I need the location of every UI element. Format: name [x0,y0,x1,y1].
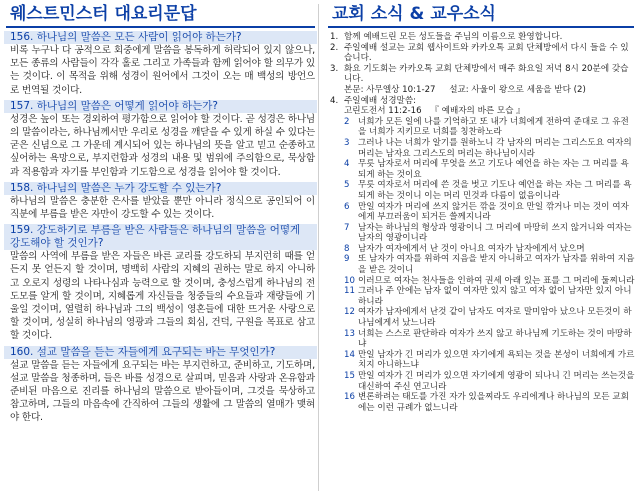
question-160: 160. 설교 말씀을 듣는 자들에게 요구되는 바는 무엇인가? [4,346,317,359]
verse-number: 10 [344,275,355,286]
verse-number: 3 [344,137,350,148]
verse-2 [344,117,636,138]
verse-text: 그러나 나는 너희가 알기를 원하노니 각 남자의 머리는 그리스도요 여자의 머리는 남자요 그리스도의 머리는 하나님이시라 [358,137,632,159]
news-item: 2. 주일예배 설교는 교회 웹사이트와 카카오톡 교회 단체방에서 다시 들을 수 있습니다. [330,42,629,64]
answer-158: 하나님의 말씀은 충분한 은사를 받았을 뿐만 아니라 정식으로 공인되어 이 직분에 부름을 받은 자만이 강도할 수 있는 것이다. [10,195,315,221]
column-divider [318,4,319,491]
verse-text: 이러므로 여자는 천사들을 인하여 권세 아래 있는 표를 그 머리에 둘찌니라 [358,275,635,286]
verse-13 [344,329,636,350]
verse-number: 15 [344,371,355,381]
answer-160: 설교 말씀을 듣는 자들에게 요구되는 바는 부지런하고, 준비하고, 기도하며, 설교 말씀을 청종하며, 들은 바를 성경으로 살피며, 믿음과 사랑과 온유함과 준비된 마음으로 진리를 하나님의 말씀으로 받아들이며, 그것을 묵상하고 참고하며, 그들의 마음속에 간직하여 그들의 생활에 그 말씀의 열매가 맺혀야 한다. [10,359,315,424]
verse-number: 11 [344,286,355,297]
answer-156: 비록 누구나 다 공적으로 회중에게 말씀을 봉독하게 허락되어 있지 않으나, 모든 종류의 사람들이 각각 홀로 그리고 가족들과 함께 읽어야 할 의무가 있는 것이다. 이 목적을 위해 성경이 원어에서 그것이 오는 매 백성의 방언으로 번역될 것이다. [10,45,315,96]
verse-text: 남자가 여자에게서 난 것이 아니요 여자가 남자에게서 났으며 [358,243,585,254]
verse-number: 13 [344,328,355,339]
verse-number: 14 [344,349,355,360]
reading-label: 본문: 사무엘상 10:1-27 [344,84,436,95]
verse-number: 12 [344,307,355,318]
verse-text: 만일 여자가 긴 머리가 있으면 자기에게 영광이 되나니 긴 머리는 쓰는것을 대신하여 주신 연고니라 [358,371,635,392]
verse-number: 4 [344,159,350,170]
verse-text: 변론하려는 태도를 가진 자가 있을찌라도 우리에게나 하나님의 모든 교회에는 이런 규례가 없느니라 [358,392,629,413]
question-158: 158. 하나님의 말씀은 누가 강도할 수 있는가? [4,182,317,195]
news-title: 교회 소식 & 교우소식 [332,4,496,24]
question-159: 159. 강도하기로 부름을 받은 사람들은 하나님의 말씀을 어떻게 강도해야 할 것인가? [4,224,317,250]
question-157: 157. 하나님의 말씀은 어떻게 읽어야 하는가? [4,100,317,113]
verse-text: 무릇 여자로서 머리에 쓴 것을 벗고 기도나 예언을 하는 자는 그 머리를 욕되게 하는 것이니 이는 머리 민것과 다름이 없음이니라 [358,180,632,201]
verse-number: 8 [344,243,350,254]
catechism-title: 웨스트민스터 대요리문답 [10,4,197,24]
verse-text: 너희는 스스로 판단하라 여자가 쓰지 않고 하나님께 기도하는 것이 마땅하냐 [358,328,632,350]
verse-number: 9 [344,254,350,265]
verse-7 [344,223,636,244]
verse-number: 5 [344,180,350,191]
verse-number: 7 [344,222,350,233]
verse-11 [344,286,636,307]
verse-6 [344,202,636,223]
verse-8 [344,244,636,255]
verse-10 [344,276,636,287]
verse-3 [344,138,636,159]
news-column [322,0,640,495]
verse-number: 6 [344,201,350,212]
verse-text: 무릇 남자로서 머리에 무엇을 쓰고 기도나 예언을 하는 자는 그 머리를 욕되게 하는 것이요 [358,159,629,180]
reading-line [330,85,636,96]
passage-title: 『 예배자의 바른 모습 』 [430,106,525,117]
verse-5 [344,180,636,201]
verse-number: 2 [344,116,350,127]
verse-text: 그러나 주 안에는 남자 없이 여자만 있지 않고 여자 없이 남자만 있지 아니하니라 [358,286,632,307]
verse-9 [344,254,636,275]
verse-12 [344,307,636,328]
verse-text: 너희가 모든 일에 나를 기억하고 또 내가 너희에게 전하여 준대로 그 유전을 너희가 지키므로 너희를 칭찬하노라 [358,116,629,138]
verse-16 [344,392,636,413]
news-item: 1. 함께 예배드린 모든 성도들을 주님의 이름으로 환영합니다. [330,32,563,42]
sermon-title: 설교: 사울이 왕으로 세움을 받다 (2) [449,84,586,95]
verse-text: 만일 남자가 긴 머리가 있으면 자기에게 욕되는 것을 본성이 너희에게 가르치지 아니하느냐 [358,349,635,371]
news-item: 3. 화요 기도회는 카카오톡 교회 단체방에서 매주 화요일 저녁 8시 20분에 갖습니다. [330,63,629,85]
verse-4 [344,159,636,180]
verse-number: 16 [344,392,355,403]
verse-text: 또 남자가 여자를 위하여 지음을 받지 아니하고 여자가 남자를 위하여 지음을 받은 것이니 [358,254,635,276]
news-item: 4. 주일예배 성경말씀: [330,95,417,106]
verse-text: 만일 여자가 머리에 쓰지 않거든 깎을 것이요 만일 깎거나 미는 것이 여자에게 부끄러움이 되거든 쓸께지니라 [358,201,629,223]
verse-text: 여자가 남자에게서 난것 같이 남자도 여자로 말미암아 났으나 모든것이 하나님에게서 났느니라 [358,307,632,329]
news-list [322,28,640,413]
question-156: 156. 하나님의 말씀은 모든 사람이 읽어야 하는가? [4,31,317,44]
verse-14 [344,350,636,371]
passage-reference: 고린도전서 11:2-16 [344,106,422,117]
title-underline [6,26,315,28]
catechism-column [0,0,317,495]
passage-heading [330,106,636,117]
scripture-verses [330,117,636,414]
verse-15 [344,371,636,392]
answer-159: 말씀의 사역에 부름을 받은 자들은 바른 교리를 강도하되 부지런히 때를 얻든지 못 얻든지 할 것이며, 명백히 사람의 지혜의 권하는 말로 하지 아니하고 오로지 성령의 나타나심과 능력으로 할 것이며, 충성스럽게 하나님의 전도모를 알게 할 것이며, 지혜롭게 자신들을 청중들의 수요들과 재량들에 기울일 것이며, 열렬히 하나님과 그의 백성이 영혼들에 대한 뜨거운 사랑으로 할 것이며, 성실히 하나님의 영광과 그들의 회심, 건덕, 구원을 목표로 삼고 할 것이다. [10,251,315,342]
answer-157: 성경은 높이 또는 경외하여 평가함으로 읽어야 할 것이다. 곧 성경은 하나님의 말씀이라는, 하나님께서만 우리로 성경을 깨닫을 수 있게 하실 수 있다는 굳은 신념으로 그 가운데 계시되어 있는 하나님의 뜻을 알고 믿고 순종하고 싶어하는 욕망으로, 부지런함과 성경의 내용 및 범위에 주의함으로, 묵상함과 적용함과 자기를 부인함과 기도함으로 성경을 읽어야 할 것이다. [10,113,315,178]
verse-text: 남자는 하나님의 형상과 영광이니 그 머리에 마땅히 쓰지 않거니와 여자는 남자의 영광이니라 [358,222,632,244]
